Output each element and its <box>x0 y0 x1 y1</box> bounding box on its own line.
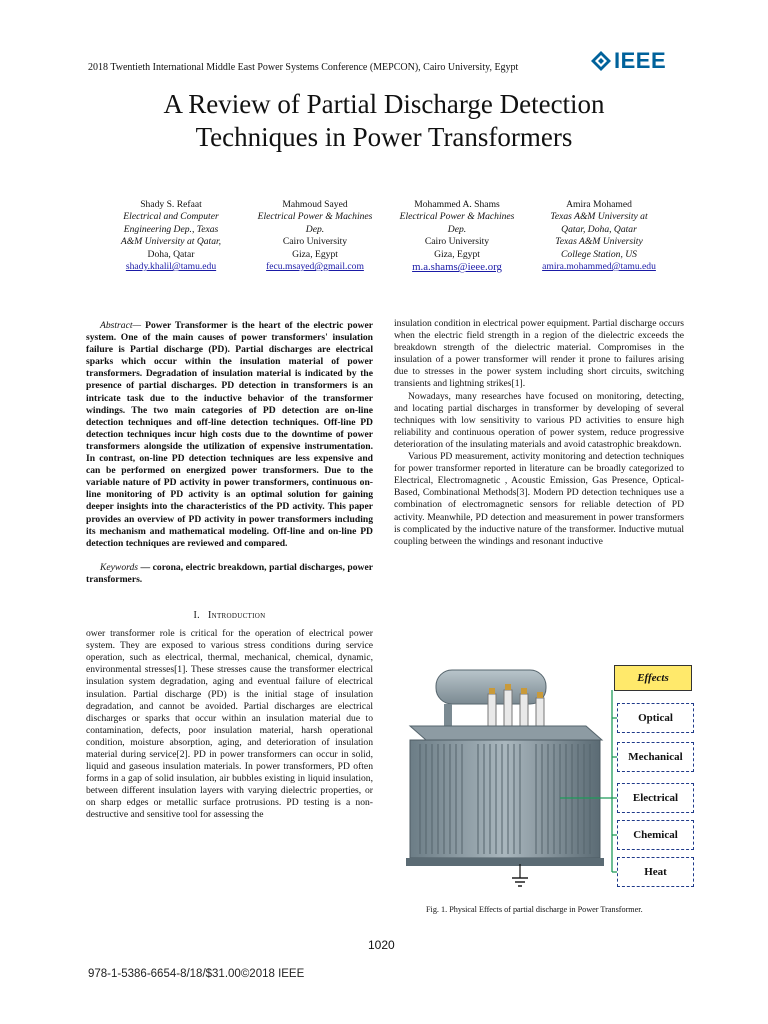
author-4 <box>524 199 674 273</box>
author-3 <box>382 199 532 273</box>
author-affiliation: Texas A&M University at <box>550 211 648 223</box>
author-location: Giza, Egypt <box>434 248 480 260</box>
author-email-link[interactable]: fecu.msayed@gmail.com <box>266 261 364 273</box>
left-column <box>86 320 373 822</box>
intro-paragraph: ower transformer role is critical for the operation of electrical power system. They are exposed to various stress conditions during service operation, such as electrical, thermal, mechanical, chemical, dynamic, environmental stresses[1]. These stresses cause the transformer electrical insulation system degradation, aging and eventual failure of electrical insulation. Partial discharge (PD) is the initial stage of insulation degradation, and cannot be avoided. Partial discharges are electrical discharges or sparks that occur within an insulation material due to contamination, defects, poor insulation material, harsh operational condition, moisture absorption, aging, and deterioration of insulation material during service[2]. PD in power transformers can occur in solid, liquid and gaseous insulation materials. In power transformers, PD often forms in a gap of solid insulation, air bubbles existing in liquid insulation, between different insulation layers with varying dielectric properties, or on sharp edges or metallic surface protrusions. PD testing is a non-destructive and sensitive tool for assessing the <box>86 628 373 821</box>
section-number: I. <box>193 609 200 621</box>
section-heading <box>86 610 373 622</box>
effect-heat: Heat <box>617 857 694 887</box>
keywords-text: — corona, electric breakdown, partial discharges, power transformers. <box>86 561 373 585</box>
abstract-text: Power Transformer is the heart of the electric power system. One of the main causes of power transformers' insulation failure is Partial discharge (PD). Partial discharges are electrical sparks which occur within the insulation material of power transformers. Degradation of insulation material is indicated by the presence of partial discharges. PD detection in transformers is an intricate task due to the inductive behavior of the transformer windings. The two main categories of PD detection are on-line detection techniques and off-line detection techniques. Off-line PD detection techniques incur high costs due to the downtime of power transformers alongside the utilization of expensive instrumentation. In contrast, on-line PD detection techniques are less expensive and can be performed on energized power transformers. Due to the variable nature of PD activity in power transformers, continuous on-line monitoring of PD activity is an optimal solution for gaining deeper insights into the characteristics of the PD activity. This paper provides an overview of PD activity in power transformers including its mechanism and mathematical modeling. Off-line and on-line PD detection techniques are reviewed and compared. <box>86 320 373 549</box>
author-email-link[interactable]: m.a.shams@ieee.org <box>412 261 502 274</box>
figure-caption: Fig. 1. Physical Effects of partial discharge in Power Transformer. <box>426 905 643 914</box>
effects-connector <box>560 690 620 880</box>
effect-optical: Optical <box>617 703 694 733</box>
keywords-lead: Keywords <box>100 561 139 573</box>
page-number: 1020 <box>368 938 395 952</box>
title-line-1: A Review of Partial Discharge Detection <box>163 89 605 119</box>
author-affiliation: Dep. <box>305 223 325 235</box>
conference-header: 2018 Twentieth International Middle East Power Systems Conference (MEPCON), Cairo University, Egypt <box>88 62 519 73</box>
author-affiliation: Electrical Power & Machines <box>399 211 515 223</box>
abstract-lead: Abstract— <box>100 320 142 331</box>
author-name: Mahmoud Sayed <box>282 199 348 210</box>
right-column <box>394 318 684 548</box>
author-affiliation: Electrical and Computer <box>123 211 219 223</box>
author-location: Giza, Egypt <box>292 248 338 260</box>
body-paragraph: insulation condition in electrical power equipment. Partial discharge occurs when the electric field strength in a region of the dielectric exceeds the breakdown strength of the dielectric material. Compromises in the insulation of a power transformer will render it prone to failures arising due to stresses in the power system including short circuits, switching transients and lightning strikes[1]. <box>394 318 684 390</box>
author-name: Mohammed A. Shams <box>414 199 500 210</box>
author-name: Amira Mohamed <box>566 199 632 210</box>
author-2 <box>240 199 390 273</box>
paper-title <box>80 88 688 154</box>
title-line-2: Techniques in Power Transformers <box>195 122 573 152</box>
author-affiliation: A&M University at Qatar, <box>120 236 222 248</box>
author-affiliation: College Station, US <box>561 248 637 260</box>
author-location: Doha, Qatar <box>147 248 195 260</box>
section-title: Introduction <box>207 609 266 621</box>
author-location: Cairo University <box>282 236 348 248</box>
author-affiliation: Texas A&M University <box>555 236 643 248</box>
author-affiliation: Dep. <box>447 223 467 235</box>
ieee-diamond-icon <box>590 50 612 72</box>
copyright-notice: 978-1-5386-6654-8/18/$31.00©2018 IEEE <box>88 968 305 980</box>
effects-title-box: Effects <box>614 665 692 691</box>
effect-chemical: Chemical <box>617 820 694 850</box>
ieee-logo <box>590 46 680 76</box>
author-location: Cairo University <box>424 236 490 248</box>
body-paragraph: Nowadays, many researches have focused on monitoring, detecting, and locating partial discharges in transformer by developing of several techniques with low sensitivity to various PD activities to ensure high reliability and continuous operation of power system, reduce progressive deterioration of the insulating materials and avoid catastrophic breakdown. <box>394 390 684 450</box>
keywords <box>86 562 373 586</box>
author-block <box>100 199 684 284</box>
ieee-logo-text: IEEE <box>614 48 667 73</box>
abstract <box>86 320 373 550</box>
author-email-link[interactable]: shady.khalil@tamu.edu <box>125 261 217 273</box>
author-1 <box>96 199 246 273</box>
body-paragraph: Various PD measurement, activity monitoring and detection techniques for power transformer reported in literature can be broadly categorized to Electrical, Electromagnetic , Acoustic Emission, Gas Presence, Optical-Based, Combinational Methods[3]. Modern PD detection techniques use a combination of electromagnetic sensors for reliable detection of PD activity. Meanwhile, PD detection and measurement in power transformers is complicated by the inductive nature of the transformer. Inductive mutual coupling between the windings and resonant inductive <box>394 451 684 547</box>
effect-mechanical: Mechanical <box>617 742 694 772</box>
author-affiliation: Electrical Power & Machines <box>257 211 373 223</box>
author-affiliation: Engineering Dep., Texas <box>123 223 219 235</box>
author-affiliation: Qatar, Doha, Qatar <box>561 223 637 235</box>
effect-electrical: Electrical <box>617 783 694 813</box>
author-name: Shady S. Refaat <box>140 199 202 210</box>
author-email-link[interactable]: amira.mohammed@tamu.edu <box>542 261 656 273</box>
